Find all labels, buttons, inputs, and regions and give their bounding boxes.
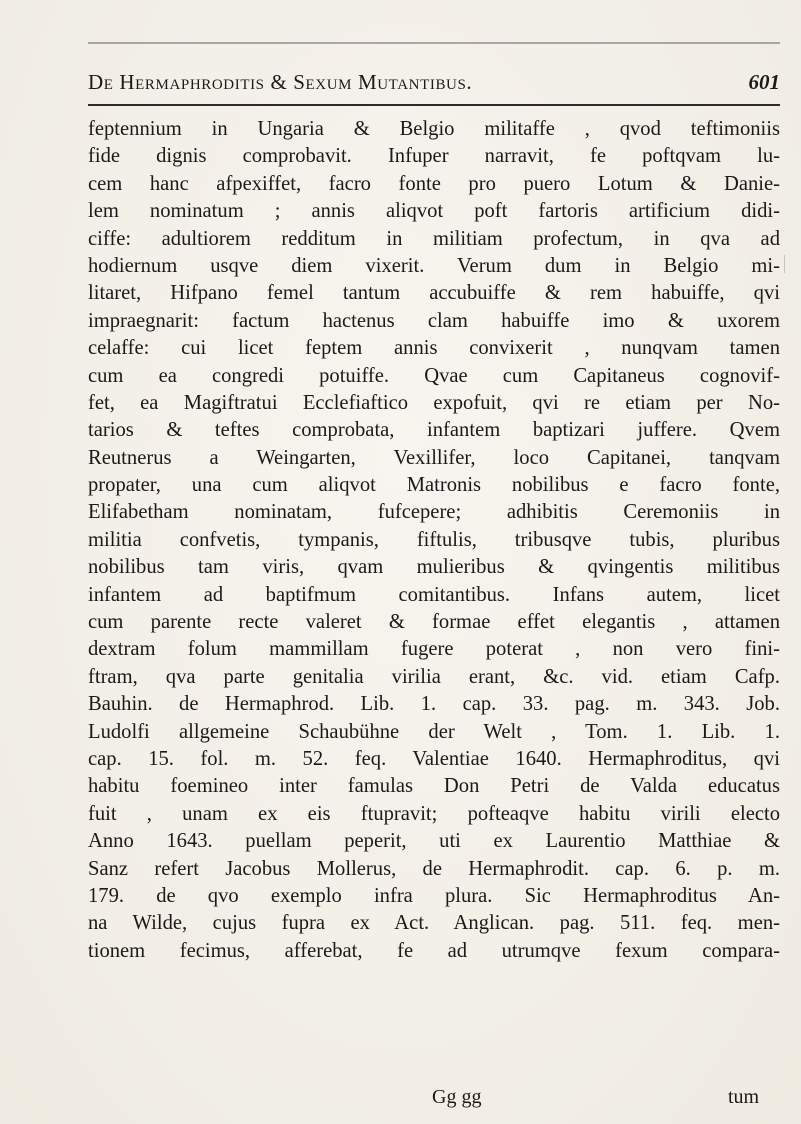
margin-mark	[784, 255, 791, 273]
page-number: 601	[748, 70, 780, 94]
text-line: fide dignis comprobavit. Infuper narravit, fe poftqvam lu-	[88, 145, 780, 168]
text-line: infantem ad baptifmum comitantibus. Infans autem, licet	[88, 583, 780, 606]
catchword: tum	[728, 1086, 760, 1108]
text-line: Reutnerus a Weingarten, Vexillifer, loco Capitanei, tanqvam	[88, 446, 780, 469]
text-line: nobilibus tam viris, qvam mulieribus & qvingentis militibus	[88, 556, 780, 579]
text-line: militia confvetis, tympanis, fiftulis, tribusqve tubis, pluribus	[88, 528, 780, 551]
body-text	[88, 116, 780, 1106]
signature-mark: Gg gg	[432, 1086, 482, 1108]
top-edge-rule	[88, 42, 780, 44]
text-line: hodiernum usqve diem vixerit. Verum dum in Belgio mi-	[88, 254, 780, 277]
text-line: tionem fecimus, afferebat, fe ad utrumqve fexum compara-	[88, 939, 780, 962]
text-line: litaret, Hifpano femel tantum accubuiffe & rem habuiffe, qvi	[88, 282, 780, 305]
text-line: cem hanc afpexiffet, facro fonte pro puero Lotum & Danie-	[88, 172, 780, 195]
text-line: Elifabetham nominatam, fufcepere; adhibitis Ceremoniis in	[88, 501, 780, 524]
text-line: dextram folum mammillam fugere poterat , non vero fini-	[88, 638, 780, 661]
text-line: na Wilde, cujus fupra ex Act. Anglican. pag. 511. feq. men-	[88, 912, 780, 935]
text-line: fuit , unam ex eis ftupravit; pofteaqve habitu virili electo	[88, 802, 780, 825]
text-line: cap. 15. fol. m. 52. feq. Valentiae 1640. Hermaphroditus, qvi	[88, 747, 780, 770]
text-line: Anno 1643. puellam peperit, uti ex Laurentio Matthiae &	[88, 830, 780, 853]
text-line: Sanz refert Jacobus Mollerus, de Hermaphrodit. cap. 6. p. m.	[88, 857, 780, 880]
header-rule	[88, 104, 780, 106]
text-line: lem nominatum ; annis aliqvot poft fartoris artificium didi-	[88, 200, 780, 223]
text-line: propater, una cum aliqvot Matronis nobilibus e facro fonte,	[88, 474, 780, 497]
text-line: ciffe: adultiorem redditum in militiam profectum, in qva ad	[88, 227, 780, 250]
text-line: tarios & teftes comprobata, infantem baptizari juffere. Qvem	[88, 419, 780, 442]
text-line: 179. de qvo exemplo infra plura. Sic Hermaphroditus An-	[88, 884, 780, 907]
text-line: ftram, qva parte genitalia virilia erant, &c. vid. etiam Cafp.	[88, 665, 780, 688]
text-line: fet, ea Magiftratui Ecclefiaftico expofuit, qvi re etiam per No-	[88, 391, 780, 414]
text-line: celaffe: cui licet feptem annis convixerit , nunqvam tamen	[88, 337, 780, 360]
running-title: De Hermaphroditis & Sexum Mutantibus.	[88, 70, 473, 94]
text-line: impraegnarit: factum hactenus clam habuiffe imo & uxorem	[88, 309, 780, 332]
text-line: habitu foemineo inter famulas Don Petri de Valda educatus	[88, 775, 780, 798]
text-line: Ludolfi allgemeine Schaubühne der Welt , Tom. 1. Lib. 1.	[88, 720, 780, 743]
text-line: Bauhin. de Hermaphrod. Lib. 1. cap. 33. pag. m. 343. Job.	[88, 693, 780, 716]
text-line: feptennium in Ungaria & Belgio militaffe , qvod teftimoniis	[88, 118, 780, 140]
text-line: cum ea congredi potuiffe. Qvae cum Capitaneus cognovif-	[88, 364, 780, 387]
text-line: cum parente recte valeret & formae effet elegantis , attamen	[88, 611, 780, 634]
running-header	[88, 70, 780, 100]
